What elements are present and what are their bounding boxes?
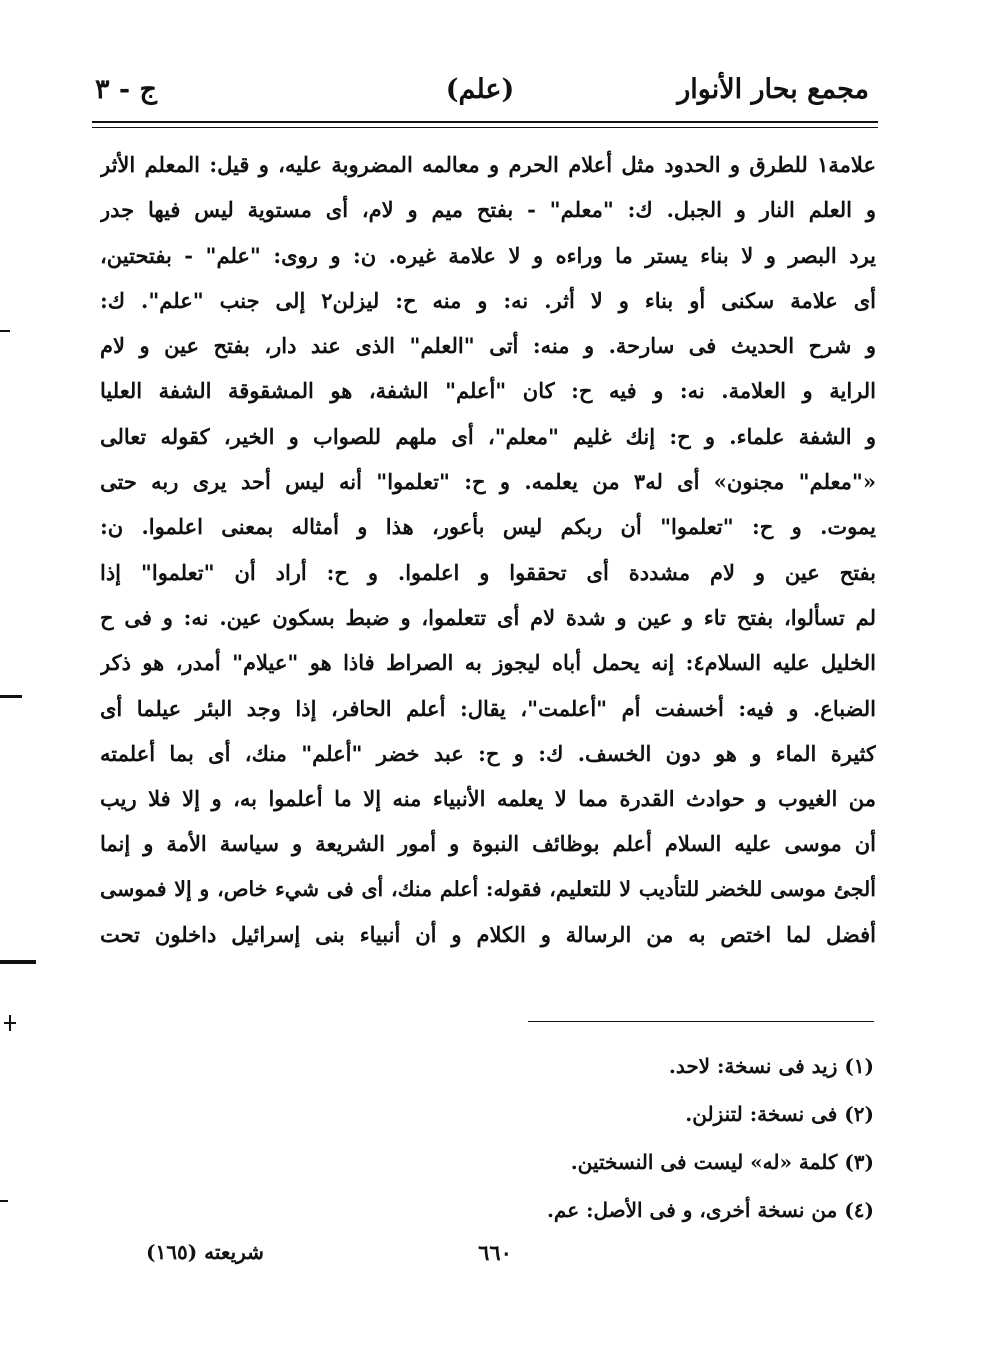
text-line: الراية و العلامة. نه: و فيه ح: كان "أعلم" الشفة، هو المشقوقة الشفة العليا [100,378,876,404]
text-line: يموت. و ح: "تعلموا" أن ربكم ليس بأعور، هذا و أمثاله بمعنى اعلموا. ن: [100,514,876,540]
catchword: شريعته (١٦٥) [146,1240,264,1264]
text-line: الضباع. و فيه: أخسفت أم "أعلمت"، يقال: أعلم الحافر، إذا وجد البئر عيلما أى [100,695,876,721]
text-line: بفتح عين و لام مشددة أى تحققوا و اعلموا. و ح: أراد أن "تعلموا" إذا [100,559,876,585]
text-line: يرد البصر و لا بناء يستر ما وراءه و لا علامة غيره. ن: و روى: "علم" - بفتحتين، [100,242,876,268]
margin-mark [0,695,22,698]
footnote-separator [528,1021,874,1022]
text-line: أن موسى عليه السلام أعلم بوظائف النبوة و أمور الشريعة و سياسة الأمة و إنما [100,831,876,857]
text-line: «"معلم" مجنون» أى له٣ من يعلمه. و ح: "تعلموا" أنه ليس أحد يرى ربه حتى [100,469,876,495]
margin-mark [0,960,36,964]
footnote: (١) زيد فى نسخة: لاحد. [668,1054,874,1078]
book-title: مجمع بحار الأنوار [677,74,869,105]
text-line: و الشفة علماء. و ح: إنك غليم "معلم"، أى ملهم للصواب و الخير، كقوله تعالى [100,423,876,449]
text-line: ألجئ موسى للخضر للتأديب لا للتعليم، فقوله: أعلم منك، أى فى شيء خاص، و إلا فموسى [100,876,876,901]
text-line: و العلم النار و الجبل. ك: "معلم" - بفتح ميم و لام، أى مستوية ليس فيها جدر [100,197,876,223]
header-rule-thin [92,127,878,128]
text-line: و شرح الحديث فى سارحة. و منه: أتى "العلم" الذى عند دار، بفتح عين و لام [100,333,876,359]
footnote: (٢) فى نسخة: لتنزلن. [685,1102,874,1126]
margin-mark [9,1015,11,1031]
section-heading: (علم) [445,74,515,105]
text-line: أفضل لما اختص به من الرسالة و الكلام و أن أنبياء بنى إسرائيل داخلون تحت [100,922,876,948]
text-line: أى علامة سكنى أو بناء و لا أثر. نه: و منه ح: ليزلن٢ إلى جنب "علم". ك: [100,287,876,313]
text-line: من الغيوب و حوادث القدرة مما لا يعلمه الأنبياء منه إلا ما أعلموا به، و إلا فلا ريب [100,786,876,812]
footnote: (٤) من نسخة أخرى، و فى الأصل: عم. [546,1198,874,1222]
margin-mark [0,330,10,332]
text-line: لم تسألوا، بفتح تاء و عين و شدة لام أى تتعلموا، و ضبط بسكون عين. نه: و فى ح [100,604,876,630]
page-number: ٦٦٠ [478,1240,512,1265]
footnote: (٣) كلمة «له» ليست فى النسختين. [570,1150,874,1174]
text-line: علامة١ للطرق و الحدود مثل أعلام الحرم و معالمه المضروبة عليه، و قيل: المعلم الأثر [100,152,876,177]
text-line: كثيرة الماء و هو دون الخسف. ك: و ح: عبد خضر "أعلم" منك، أى بما أعلمته [100,740,876,766]
margin-mark [0,1200,8,1202]
text-line: الخليل عليه السلام٤: إنه يحمل أباه ليجوز به الصراط فاذا هو "عيلام" أمدر، هو ذكر [100,650,876,676]
volume-label: ج - ٣ [95,74,157,105]
main-text [100,142,876,957]
footnotes [454,1042,874,1234]
header-rule-thick [92,121,878,123]
